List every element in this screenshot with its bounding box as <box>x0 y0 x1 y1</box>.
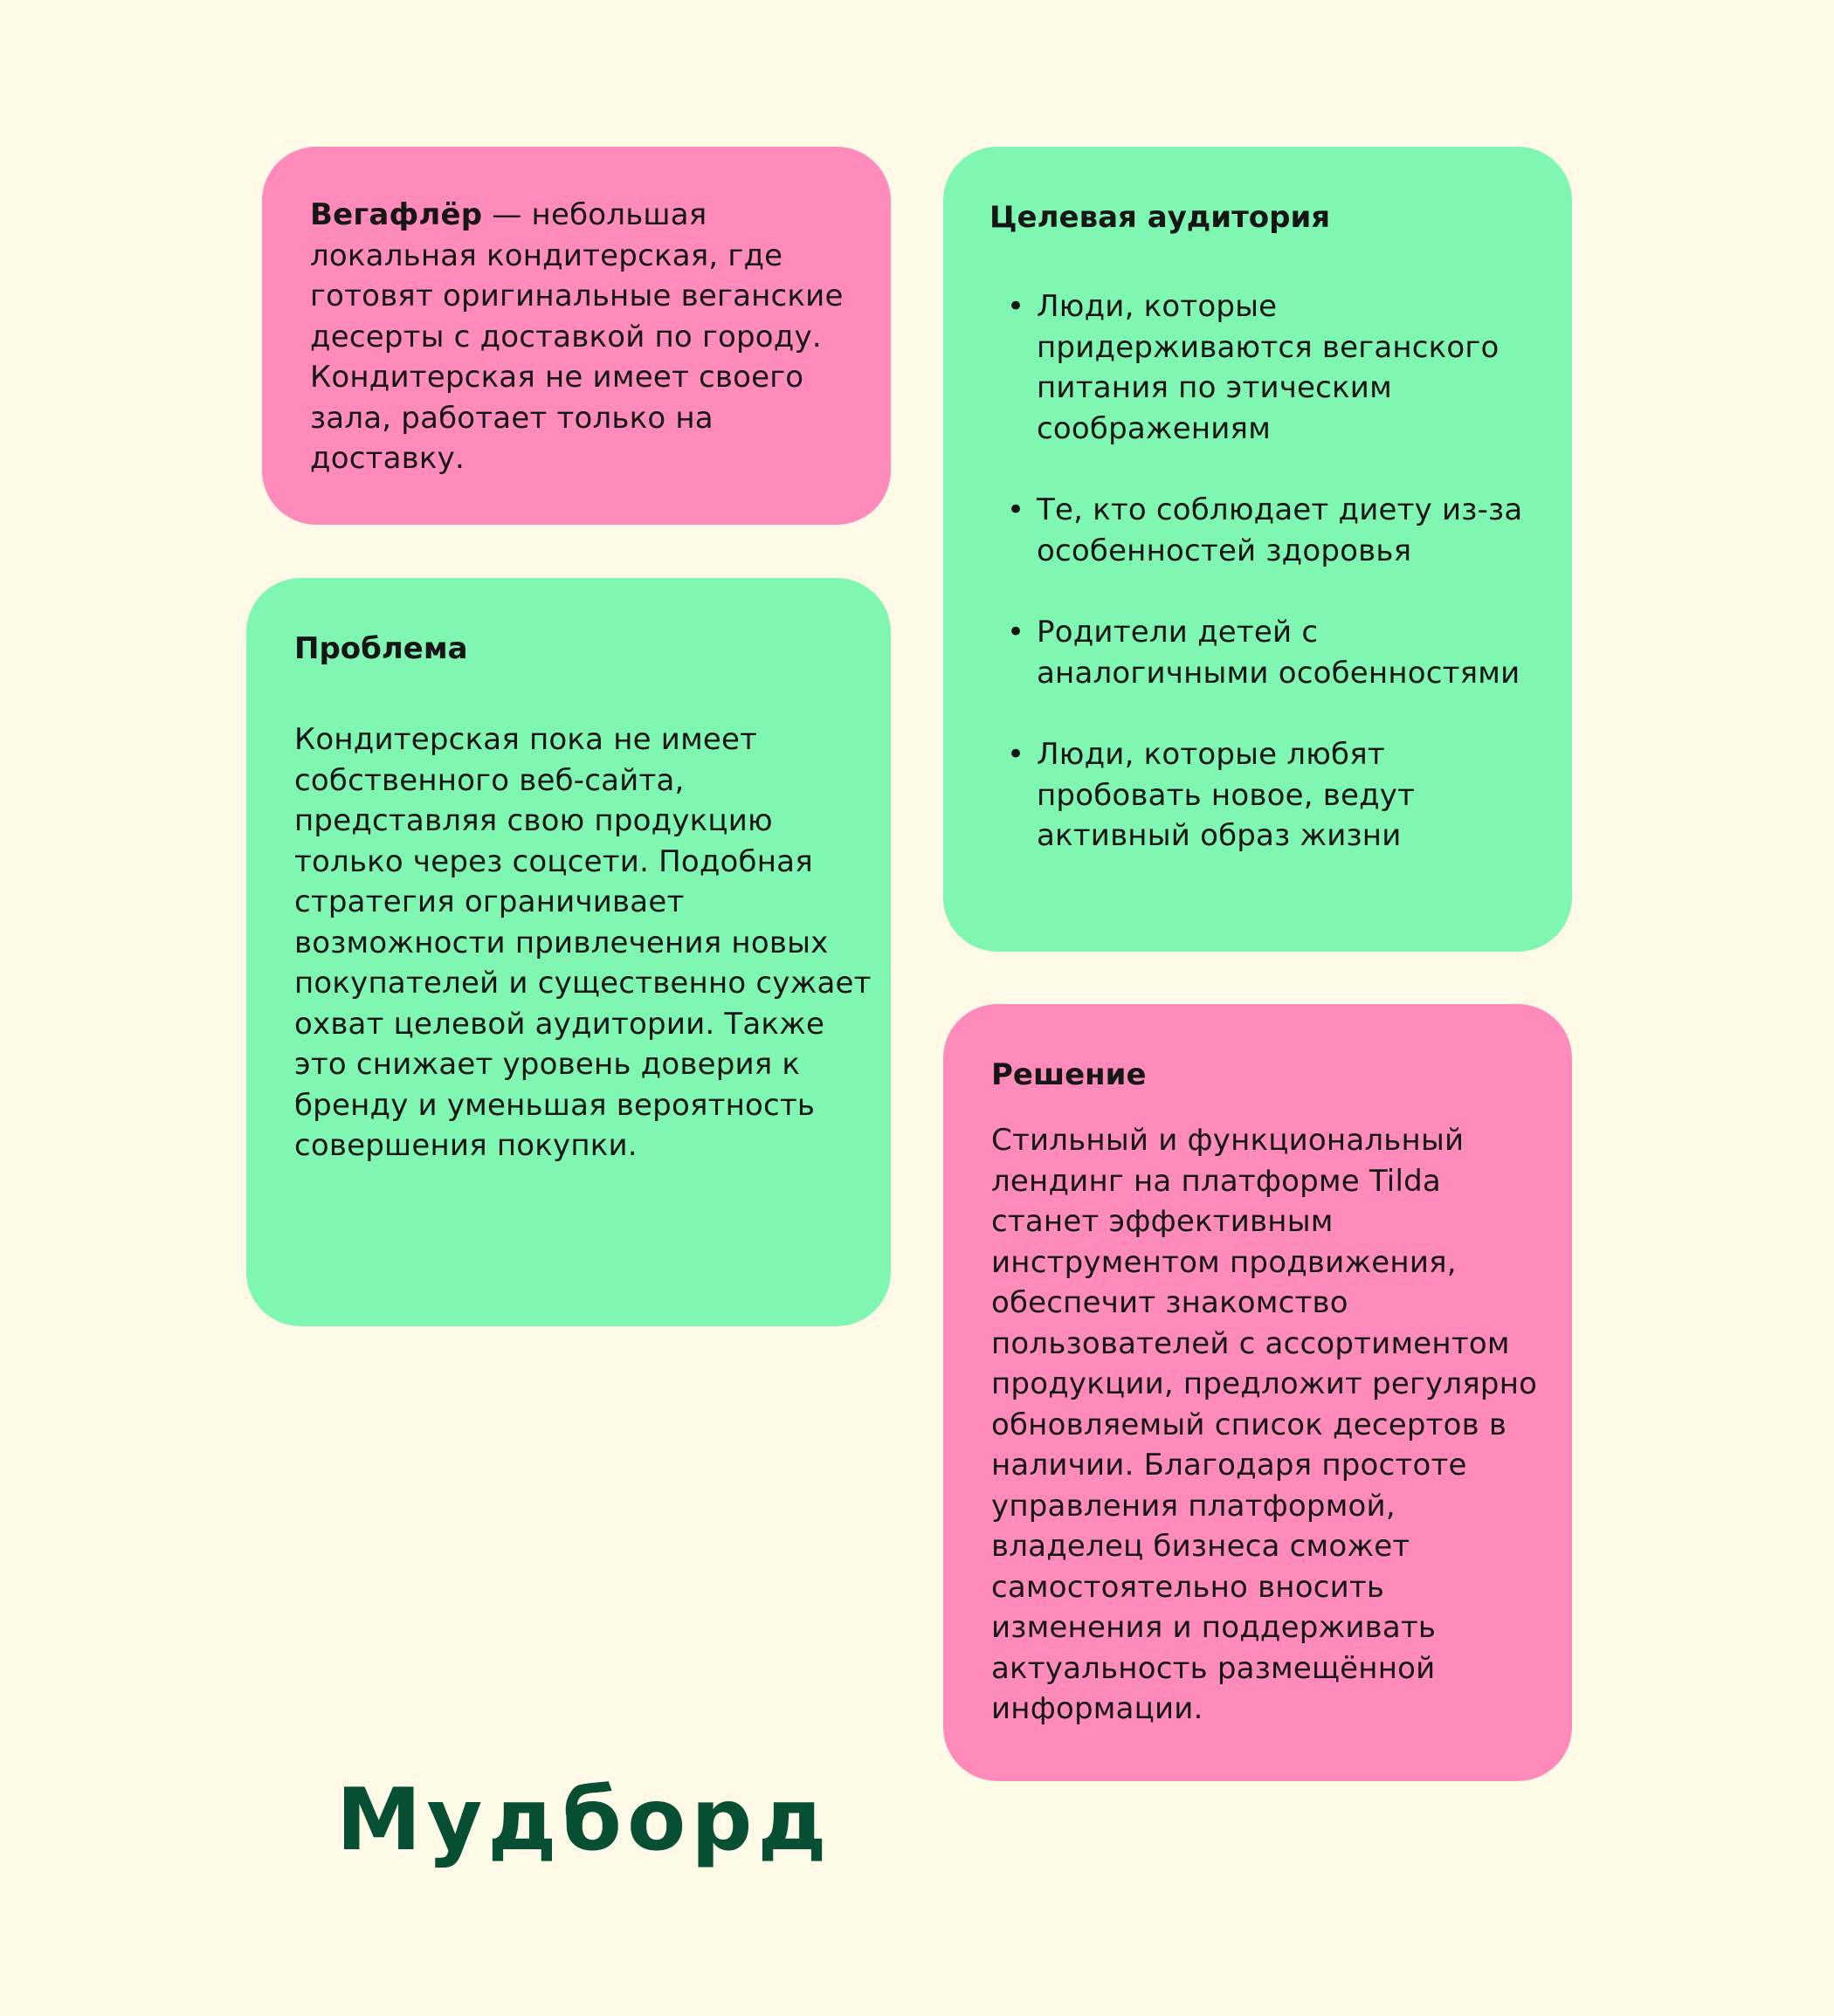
solution-card <box>943 1004 1572 1781</box>
page-title: Мудборд <box>336 1771 832 1870</box>
solution-title: Решение <box>991 1057 1147 1092</box>
bullet-icon: • <box>1007 289 1025 324</box>
list-item <box>989 286 1555 449</box>
problem-text: Кондитерская пока не имеет собственного веб-сайта, представляя свою продукцию только через соцсети. Подобная стратегия ограничивает возможности привлечения новых покупателей и существенно сужает охват целевой аудитории. Также это снижает уровень доверия к бренду и уменьшая вероятность совершения покупки. <box>294 722 872 1163</box>
audience-item-text: Люди, которые придерживаются веганского питания по этическим соображениям <box>1037 289 1500 446</box>
brand-name: Вегафлёр <box>310 197 483 232</box>
list-item <box>989 612 1555 693</box>
solution-text: Стильный и функциональный лендинг на платформе Tilda станет эффективным инструментом продвижения, обеспечит знакомство пользователей с ассортиментом продукции, предложит регулярно обновляемый список десертов в наличии. Благодаря простоте управления платформой, владелец бизнеса сможет самостоятельно вносить изменения и поддерживать актуальность размещённой информации. <box>991 1123 1538 1726</box>
audience-list <box>989 286 1555 857</box>
problem-title: Проблема <box>294 631 468 666</box>
problem-card <box>246 578 891 1326</box>
audience-card <box>943 147 1572 952</box>
audience-item-text: Родители детей с аналогичными особенностями <box>1037 615 1520 691</box>
about-description: — небольшая локальная кондитерская, где готовят оригинальные веганские десерты с доставкой по городу. Кондитерская не имеет своего зала, работает только на доставку. <box>310 197 844 476</box>
audience-item-text: Те, кто соблюдает диету из-за особенностей здоровья <box>1037 492 1523 568</box>
bullet-icon: • <box>1007 492 1025 527</box>
about-text <box>310 195 873 479</box>
list-item <box>989 734 1555 857</box>
bullet-icon: • <box>1007 737 1025 772</box>
audience-item-text: Люди, которые любят пробовать новое, ведут активный образ жизни <box>1037 737 1416 853</box>
about-card <box>262 147 891 525</box>
list-item <box>989 490 1555 571</box>
audience-title: Целевая аудитория <box>989 200 1331 235</box>
bullet-icon: • <box>1007 615 1025 650</box>
